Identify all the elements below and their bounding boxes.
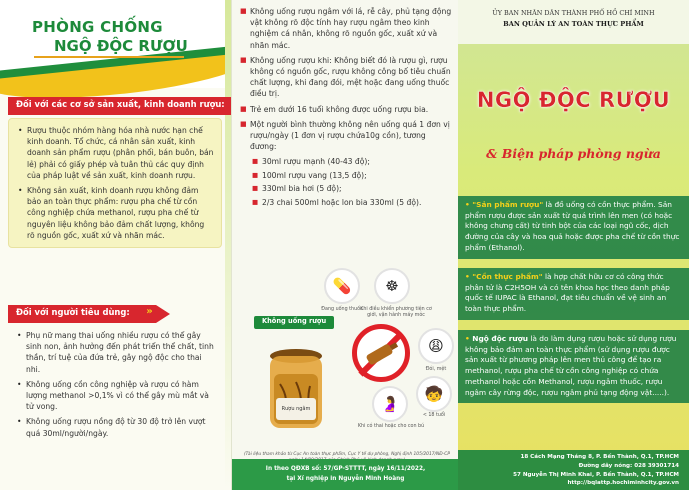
definition-box-2 [458, 268, 689, 320]
section2-label: Đối với người tiêu dùng: [16, 307, 130, 317]
page-subtitle: & Biện pháp phòng ngừa [486, 146, 661, 161]
org-line-2: BAN QUẢN LÝ AN TOÀN THỰC PHẨM [503, 20, 644, 28]
chevrons-icon: » [146, 306, 153, 317]
illustration [232, 266, 459, 456]
page-title: NGỘ ĐỘC RƯỢU [476, 88, 671, 112]
list-item: ■ Không uống rượu khi: Không biết đó là rượu gì, rượu không có nguồn gốc, rượu không công bố tiêu chuẩn chất lượng, khi đang đói, mệt hoặc đang uống thuốc điều trị. [240, 55, 452, 100]
steering-wheel-icon: ☸ [374, 268, 410, 304]
definition-term: "Sản phẩm rượu" [472, 200, 544, 209]
advice-list [240, 6, 452, 210]
hunger-icon: 😩 [418, 328, 454, 364]
list-item: • Không uống cồn công nghiệp và rượu có hàm lượng methanol >0,1% vì có thể gây mù mắt và tử vong. [17, 379, 215, 413]
definition-text: là đồ uống có cồn thực phẩm. Sản phẩm rượu được sản xuất từ quá trình lên men (có hoặc không chưng cất) từ tinh bột của các loại ngũ cốc, dịch đường của cây và hoa quả hoặc được pha chế từ cồn thực phẩm (Ethanol). [465, 200, 680, 252]
section1-label: Đối với các cơ sở sản xuất, kinh doanh rượu: [16, 99, 225, 109]
bottle-icon [360, 338, 402, 368]
definition-text: là do làm dụng rượu hoặc sử dụng rượu không bảo đảm an toàn thực phẩm (sử dụng rượu được sản xuất từ phương pháp lên men thủ công để tạo ra methanol, rượu pha chế từ cồn công nghiệp có chứa methanol hoặc cồn Methanol, rượu ngâm thuốc, rượu ngâm cây rừng độc, rượu ngâm phủ tạng động vật.....). [465, 334, 677, 397]
pregnant-icon: 🤰 [372, 386, 408, 422]
list-item: • Không uống rượu nồng độ từ 30 độ trở lên vượt quá 30ml/người/ngày. [17, 416, 215, 438]
sub-list-item: ■ 330ml bia hơi (5 độ); [240, 183, 452, 194]
icon-caption: Khi có thai hoặc cho con bú [357, 424, 425, 429]
consumer-rules-box [8, 326, 222, 443]
hotline: Đường dây nóng: 028 39301714 [578, 462, 679, 469]
middle-panel [231, 0, 458, 490]
list-item: • Rượu thuộc nhóm hàng hóa nhà nước hạn chế kinh doanh. Tổ chức, cá nhân sản xuất, kinh doanh sản phẩm rượu (phân phối, bán buôn, bán lẻ) phải có giấy phép và tuân thủ các quy định của pháp luật về sản xuất, kinh doanh rượu. [18, 125, 214, 181]
no-drink-ribbon: Không uống rượu [254, 316, 334, 329]
org-line-1: ỦY BAN NHÂN DÂN THÀNH PHỐ HỒ CHÍ MINH [492, 9, 655, 17]
print-info-line2: tại Xí nghiệp in Nguyễn Minh Hoàng [286, 476, 405, 482]
definition-term: "Cồn thực phẩm" [472, 272, 543, 281]
herbal-wine-jar-icon [260, 344, 332, 436]
org-header [458, 0, 689, 44]
print-info-line1: In theo QĐXB số: 57/GP-STTTT, ngày 16/11/2022, [265, 466, 426, 472]
right-panel [458, 0, 689, 490]
left-panel [0, 0, 231, 490]
title-line-2: NGỘ ĐỘC RƯỢU [54, 37, 188, 55]
bullet-mark: • [465, 272, 473, 281]
section2-tag [8, 300, 156, 323]
website-link[interactable]: http://bqlattp.hochiminhcity.gov.vn [567, 480, 679, 487]
title-underline [34, 56, 184, 58]
definition-text: là hợp chất hữu cơ có công thức phân tử là C2H5OH và có tên khoa học theo danh pháp quốc tế IUPAC là Ethanol, đạt tiêu chuẩn về vệ sinh an toàn thực phẩm. [465, 272, 670, 314]
icon-caption: < 18 tuổi [422, 413, 446, 418]
sub-list-item: ■ 100ml rượu vang (13,5 độ); [240, 170, 452, 181]
list-item: • Không sản xuất, kinh doanh rượu không đảm bảo an toàn thực phẩm: rượu pha chế từ cồn công nghiệp chứa methanol, rượu pha chế từ nguyên liệu không bảo đảm chất lượng, không rõ nguồn gốc, xuất xứ và nhãn mác. [18, 185, 214, 241]
jar-label: Rượu ngâm [281, 406, 311, 412]
contact-footer [458, 450, 689, 490]
list-item: ■ Trẻ em dưới 16 tuổi không được uống rượu bia. [240, 104, 452, 115]
definition-term: Ngộ độc rượu [472, 334, 528, 343]
print-info [232, 459, 459, 490]
icon-caption: Khi điều khiển phương tiện cơ giới, vận hành máy móc [360, 307, 432, 318]
list-item: ■ Một người bình thường không nên uống quá 1 đơn vị rượu/ngày (1 đơn vị rượu chứa10g cồn), tương đương: [240, 119, 452, 153]
list-item: ■ Không uống rượu ngâm với lá, rễ cây, phủ tạng động vật không rõ độc tính hay rượu ngâm theo kinh nghiệm cá nhân, không rõ nguồn gốc, xuất xứ và nhãn mác. [240, 6, 452, 51]
definition-box-1 [458, 196, 689, 259]
sub-list-item: ■ 30ml rượu mạnh (40-43 độ); [240, 156, 452, 167]
title-line-1: PHÒNG CHỐNG [32, 18, 163, 36]
address-2: 57 Nguyễn Thị Minh Khai, P. Bến Thành, Q.1, TP.HCM [513, 471, 679, 478]
bullet-mark: • [465, 334, 473, 343]
under-18-icon: 🧒 [416, 376, 452, 412]
sub-list-item: ■ 2/3 chai 500ml hoặc lon bia 330ml (5 độ). [240, 197, 452, 208]
address-1: 18 Cách Mạng Tháng 8, P. Bến Thành, Q.1, TP.HCM [520, 454, 679, 460]
bullet-mark: • [465, 200, 473, 209]
icon-caption: Đang uống thuốc [321, 307, 363, 312]
reference-note: (Tài liệu tham khảo từ Cục An toàn thực phẩm, Cục Y tế dự phòng, Nghị định 105/2017/NĐ-CP [243, 452, 451, 457]
list-item: • Phụ nữ mang thai uống nhiều rượu có thể gây sinh non, ảnh hưởng đến phát triển thể chất, tinh thần, trí tuệ của đứa trẻ, gây ngộ độc cho thai nhi. [17, 330, 215, 375]
business-rules-box [8, 118, 222, 248]
left-panel-header [0, 0, 231, 88]
definition-box-3 [458, 330, 689, 403]
medicine-icon: 💊 [324, 268, 360, 304]
section1-tag [8, 92, 251, 115]
icon-caption: Đói, mệt [425, 367, 447, 372]
